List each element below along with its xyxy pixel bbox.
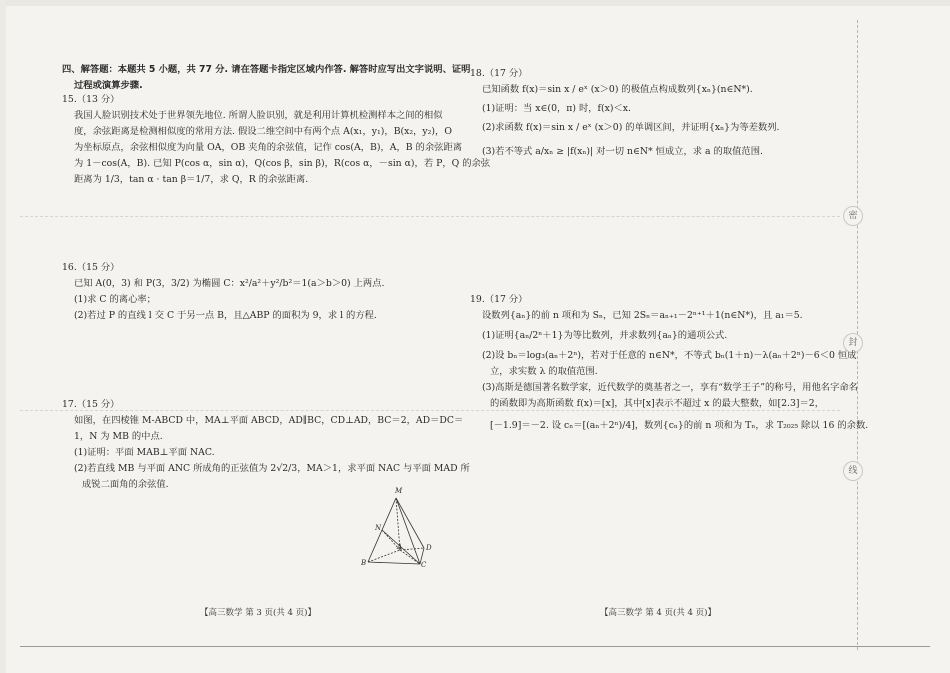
- question-text: (1)求 C 的离心率；: [74, 294, 156, 305]
- question-number: 15.（13 分）: [62, 94, 120, 105]
- edge-ac: [400, 550, 420, 564]
- question-16: [62, 260, 442, 324]
- scan-edge: [0, 0, 6, 673]
- vertex-label-d: D: [426, 544, 432, 552]
- question-text: 设数列{aₙ}的前 n 项和为 Sₙ，已知 2Sₙ＝aₙ₊₁－2ⁿ⁺¹＋1(n∈N*)，且 a₁＝5.: [482, 310, 803, 321]
- question-text: 为 1－cos(A，B). 已知 P(cos α，sin α)，Q(cos β，sin β)，R(cos α，－sin α)，若 P，Q 的余弦: [74, 158, 491, 169]
- vertex-label-n: N: [375, 524, 382, 532]
- question-text: 度，余弦距离是检测相似度的常用方法. 假设二维空间中有两个点 A(x₁，y₁)，B(x₂，y₂)，O: [74, 126, 452, 137]
- question-text: 我国人脸识别技术处于世界领先地位. 所谓人脸识别，就是利用计算机检测样本之间的相似: [74, 110, 443, 121]
- question-text: (1)证明：平面 MAB⊥平面 NAC.: [74, 447, 215, 458]
- question-15: [62, 92, 491, 188]
- heading-line: 过程或演算步骤.: [74, 80, 143, 91]
- binding-mark-xian: 线: [843, 461, 863, 481]
- scan-edge: [0, 0, 950, 6]
- question-text: (3)高斯是德国著名数学家，近代数学的奠基者之一，享有“数学王子”的称号，用他名字命名: [482, 382, 858, 393]
- page-footer-left: 【高三数学 第 3 页(共 4 页)】: [200, 608, 316, 618]
- question-text: (1)证明：当 x∈(0，π) 时，f(x)＜x.: [482, 103, 631, 114]
- edge-bc: [368, 562, 420, 564]
- question-18: [470, 66, 850, 160]
- question-text: 距离为 1/3，tan α · tan β＝1/7，求 Q，R 的余弦距离.: [74, 174, 309, 185]
- bottom-rule: [20, 646, 930, 647]
- question-text: (1)证明{aₙ/2ⁿ＋1}为等比数列，并求数列{aₙ}的通项公式.: [482, 330, 728, 341]
- pyramid-figure: [360, 487, 440, 570]
- vertex-label-c: C: [421, 561, 427, 569]
- vertex-label-b: B: [361, 559, 367, 567]
- question-text: (2)设 bₙ＝log₃(aₙ＋2ⁿ)，若对于任意的 n∈N*，不等式 bₙ(1＋n)－λ(aₙ＋2ⁿ)－6＜0 恒成: [482, 350, 857, 361]
- page-footer-right: 【高三数学 第 4 页(共 4 页)】: [600, 608, 716, 618]
- question-text: 如图，在四棱锥 M-ABCD 中，MA⊥平面 ABCD，AD∥BC，CD⊥AD，BC＝2，AD＝DC＝: [74, 415, 464, 426]
- question-text: 1，N 为 MB 的中点.: [74, 431, 163, 442]
- question-text: [－1.9]＝－2. 设 cₙ＝[(aₙ＋2ⁿ)/4]，数列{cₙ}的前 n 项和为 Tₙ，求 T₂₀₂₅ 除以 16 的余数.: [490, 420, 869, 431]
- vertex-label-a: A: [397, 543, 403, 551]
- section-heading: [62, 62, 471, 94]
- binding-mark-feng: 封: [843, 333, 863, 353]
- question-number: 18.（17 分）: [470, 68, 528, 79]
- question-17: [62, 397, 470, 493]
- edge-md: [396, 498, 424, 548]
- question-number: 17.（15 分）: [62, 399, 120, 410]
- pyramid-diagram: [360, 494, 440, 570]
- binding-mark-mi: 密: [843, 206, 863, 226]
- edge-mc: [396, 498, 420, 564]
- question-text: (2)求函数 f(x)＝sin x / eˣ (x＞0) 的单调区间，并证明{xₙ}为等差数列.: [482, 122, 780, 133]
- fold-line: [20, 216, 840, 217]
- question-text: (2)若直线 MB 与平面 ANC 所成角的正弦值为 2√2/3，MA＞1，求平面 NAC 与平面 MAD 所: [74, 463, 470, 474]
- question-text: 为坐标原点，余弦相似度为向量 OA，OB 夹角的余弦值，记作 cos(A，B)，A，B 的余弦距离: [74, 142, 463, 153]
- question-number: 19.（17 分）: [470, 294, 528, 305]
- question-number: 16.（15 分）: [62, 262, 120, 273]
- question-text: (2)若过 P 的直线 l 交 C 于另一点 B，且△ABP 的面积为 9，求 l 的方程.: [74, 310, 377, 321]
- question-text: 成锐二面角的余弦值.: [82, 479, 169, 490]
- question-19: [470, 292, 869, 434]
- question-text: 的函数即为高斯函数 f(x)＝[x]，其中[x]表示不超过 x 的最大整数，如[2.3]＝2，: [490, 398, 825, 409]
- heading-line: 四、解答题：本题共 5 小题，共 77 分. 请在答题卡指定区域内作答. 解答时应写出文字说明、证明: [62, 64, 471, 75]
- vertex-label-m: M: [395, 487, 403, 495]
- question-text: 立，求实数 λ 的取值范围.: [490, 366, 598, 377]
- question-text: 已知函数 f(x)＝sin x / eˣ (x＞0) 的极值点构成数列{xₙ}(n∈N*).: [482, 84, 753, 95]
- question-text: 已知 A(0，3) 和 P(3，3/2) 为椭圆 C：x²/a²＋y²/b²＝1(a＞b＞0) 上两点.: [74, 278, 385, 289]
- question-text: (3)若不等式 a/xₙ ≥ |f(xₙ)| 对一切 n∈N* 恒成立，求 a 的取值范围.: [482, 146, 763, 157]
